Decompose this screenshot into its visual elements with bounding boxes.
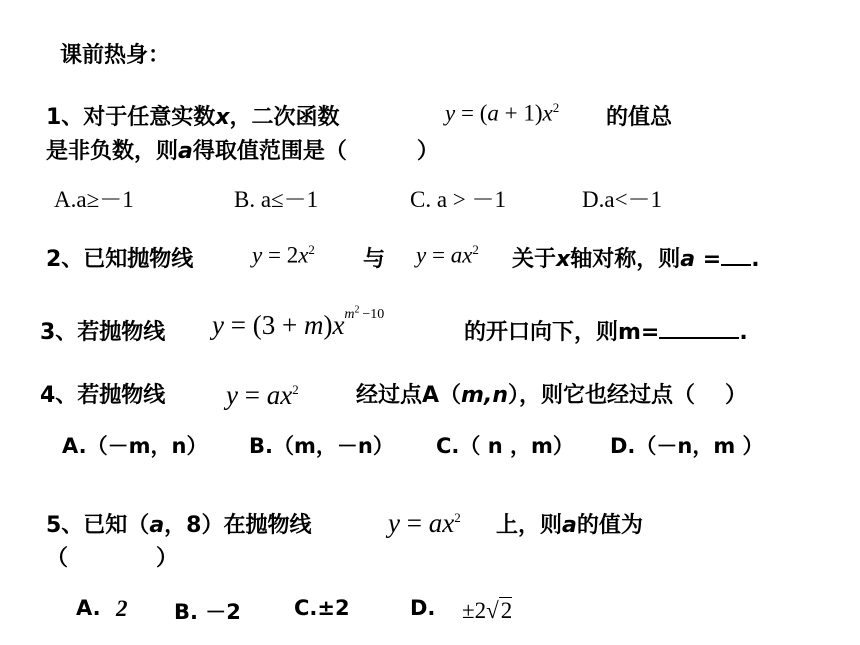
q3-tail — [464, 315, 748, 346]
q4-line — [356, 378, 747, 409]
q1-option-c: C. a > －1 — [410, 187, 507, 212]
q2-tail — [512, 242, 760, 273]
q1-text-c: 的值总 — [606, 105, 673, 130]
q1-line2 — [46, 134, 439, 165]
q5-text-a: 5、已知（ — [46, 513, 150, 538]
q4-option-a: A.（－m，n） — [62, 434, 208, 458]
q5-var-a: a — [149, 513, 165, 538]
q5-tail — [496, 508, 643, 539]
q4-option-b: B.（m，－n） — [249, 434, 394, 458]
q1-option-a: A.a≥－1 — [54, 187, 134, 212]
q4-point: m,n — [461, 383, 508, 408]
q5-text-c: 上，则 — [496, 513, 563, 538]
q3-text-a: 3、若抛物线 — [40, 320, 166, 345]
q5-line2: （ ） — [46, 546, 179, 571]
q4-close: ） — [725, 383, 748, 408]
q2-text-c: 关于 — [512, 247, 557, 272]
q1-text-a: 1、对于任意实数 — [46, 105, 216, 130]
q5-option-a-value: 2 — [116, 596, 128, 621]
q2-var-a: a — [680, 247, 696, 272]
q3-text-b: 的开口向下，则m= — [464, 320, 660, 345]
q2-answer-blank — [721, 264, 751, 266]
q2-text-e: = — [695, 247, 722, 272]
q5-option-d-formula: ±2√2 — [462, 598, 513, 623]
q2-text-a: 2、已知抛物线 — [46, 247, 194, 272]
q3-end: . — [739, 320, 748, 345]
q2-formula2: $y = ax^2$ — [416, 242, 479, 268]
q4-text-a: 4、若抛物线 — [40, 383, 166, 408]
q2-text-b: 与 — [363, 247, 386, 272]
q5-option-c: C.±2 — [294, 596, 350, 620]
q1-text-b: ，二次函数 — [229, 105, 340, 130]
q1-var-a: a — [178, 139, 193, 164]
q5-var-a-2: a — [562, 513, 577, 538]
q2-end: . — [751, 247, 760, 272]
q5-option-a-label: A. — [76, 596, 101, 620]
q1-var-x: x — [215, 105, 230, 130]
q1-line1 — [46, 100, 340, 131]
q2-text-d: 轴对称，则 — [570, 247, 681, 272]
q4-text-c: ），则它也经过点（ — [507, 383, 695, 408]
q5-option-b: B. －2 — [174, 600, 241, 624]
q4-option-d: D.（－n，m ） — [610, 434, 764, 458]
q1-option-b: B. a≤－1 — [234, 187, 319, 212]
q1-formula: $y = (a + 1)x^2$ — [445, 100, 560, 126]
q2-formula1: $y = 2x^2$ — [252, 242, 315, 268]
q1-option-d: D.a<－1 — [582, 187, 663, 212]
q1-line2-close: ） — [416, 139, 439, 164]
q1-line2-a: 是非负数，则 — [46, 139, 179, 164]
q3-answer-blank — [659, 337, 739, 339]
q4-option-c: C.（ n ，m） — [436, 434, 574, 458]
q4-text-b: 经过点A（ — [356, 383, 462, 408]
q5-formula: $y = ax^2$ — [388, 508, 461, 538]
q5-text — [46, 508, 311, 539]
q1-line2-b: 得取值范围是（ — [192, 139, 347, 164]
q2-var-x: x — [556, 247, 571, 272]
q4-formula: $y = ax^2$ — [226, 380, 299, 410]
q3-formula: $y = (3 + m)x^{m^2 -10}$ — [212, 304, 385, 340]
q5-text-d: 的值为 — [576, 513, 643, 538]
q5-option-d-label: D. — [410, 596, 436, 620]
page-title: 课前热身： — [60, 43, 171, 68]
q5-text-b: ，8）在抛物线 — [164, 513, 312, 538]
